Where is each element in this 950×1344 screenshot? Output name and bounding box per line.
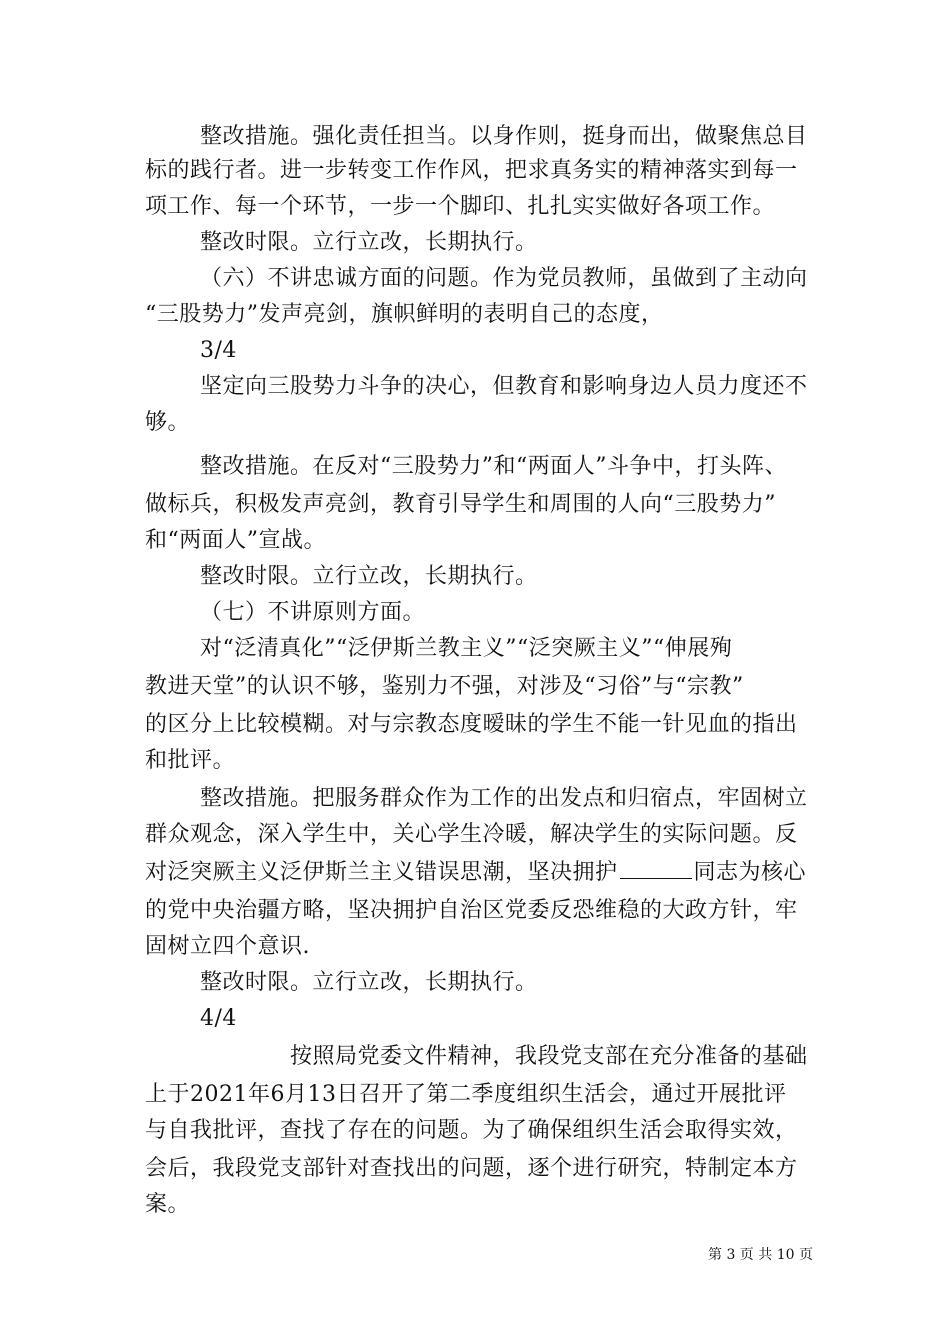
text-line: 整改时限。立行立改，长期执行。 <box>200 564 538 589</box>
text-line: 坚定向三股势力斗争的决心，但教育和影响身边人员力度还不 <box>200 374 808 399</box>
text-line: 和批评。 <box>145 748 236 773</box>
text-line: 固树立四个意识. <box>145 934 310 959</box>
page-marker: 4/4 <box>200 1006 237 1031</box>
text-line: 标的践行者。进一步转变工作作风，把求真务实的精神落实到每一 <box>145 158 798 183</box>
text-line: （六）不讲忠诚方面的问题。作为党员教师，虽做到了主动向 <box>200 266 808 291</box>
text-line-with-blank <box>145 858 806 888</box>
text-line: “三股势力”发声亮剑，旗帜鲜明的表明自己的态度， <box>145 302 664 327</box>
text-line: 群众观念，深入学生中，关心学生冷暖，解决学生的实际问题。反 <box>145 822 798 847</box>
text-line: 整改措施。把服务群众作为工作的出发点和归宿点，牢固树立 <box>200 786 808 811</box>
blank-underline <box>620 858 692 879</box>
text-line: 够。 <box>145 410 191 435</box>
text-line: 项工作、每一个环节，一步一个脚印、扎扎实实做好各项工作。 <box>145 194 776 219</box>
text-line: 和“两面人”宣战。 <box>145 528 326 553</box>
text-line: 案。 <box>145 1192 191 1217</box>
page-number-footer: 第 3 页 共 10 页 <box>708 1247 813 1263</box>
text-line: 整改措施。在反对“三股势力”和“两面人”斗争中，打头阵、 <box>200 454 787 479</box>
text-line: 做标兵，积极发声亮剑，教育引导学生和周围的人向“三股势力” <box>145 492 776 517</box>
text-line: 的区分上比较模糊。对与宗教态度暧昧的学生不能一针见血的指出 <box>145 712 798 737</box>
text-line: 会后，我段党支部针对查找出的问题，逐个进行研究，特制定本方 <box>145 1156 798 1181</box>
page-marker: 3/4 <box>200 338 237 363</box>
text-line: 的党中央治疆方略，坚决拥护自治区党委反恐维稳的大政方针，牢 <box>145 898 798 923</box>
text-line: 整改时限。立行立改，长期执行。 <box>200 970 538 995</box>
text-line: 按照局党委文件精神，我段党支部在充分准备的基础 <box>290 1044 808 1069</box>
text-segment: 对泛突厥主义泛伊斯兰主义错误思潮，坚决拥护 <box>145 860 618 885</box>
text-line: 教进天堂”的认识不够，鉴别力不强，对涉及“习俗”与“宗教” <box>145 674 744 699</box>
text-line: 对“泛清真化”“泛伊斯兰教主义”“泛突厥主义”“伸展殉 <box>200 636 733 661</box>
text-line: 整改时限。立行立改，长期执行。 <box>200 230 538 255</box>
text-line: （七）不讲原则方面。 <box>200 600 426 625</box>
text-segment: 同志为核心 <box>693 860 807 885</box>
text-line: 与自我批评，查找了存在的问题。为了确保组织生活会取得实效， <box>145 1118 798 1143</box>
text-line: 整改措施。强化责任担当。以身作则，挺身而出，做聚焦总目 <box>200 124 808 149</box>
text-line: 上于2021年6月13日召开了第二季度组织生活会，通过开展批评 <box>145 1082 787 1107</box>
